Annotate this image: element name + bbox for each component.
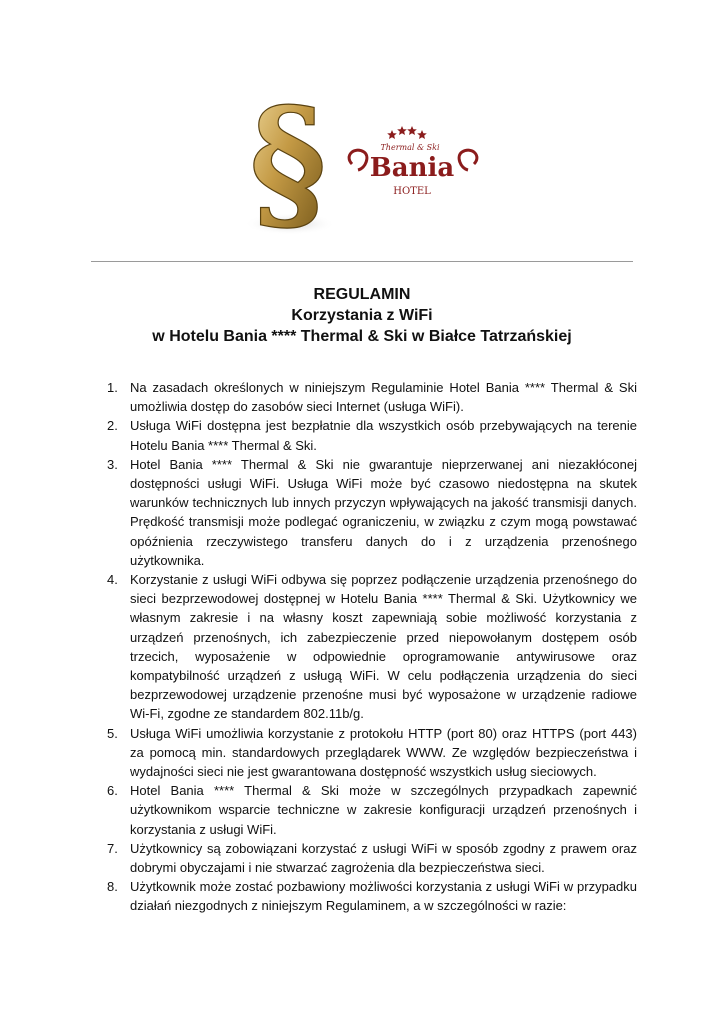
title-line-regulamin: REGULAMIN <box>313 286 411 303</box>
header-logos <box>228 86 496 238</box>
rule-text: Na zasadach określonych w niniejszym Regulaminie Hotel Bania **** Thermal & Ski umożliwia dostęp do zasobów sieci Internet (usługa WiFi). <box>130 380 637 415</box>
rule-number: 4. <box>107 572 118 588</box>
title-line-subject: Korzystania z WiFi <box>291 307 433 324</box>
rule-text: Hotel Bania **** Thermal & Ski może w szczególnych przypadkach zapewnić użytkownikom wsparcie techniczne w zakresie konfiguracji urządzeń przenośnych i korzystania z usługi WiFi. <box>130 783 637 837</box>
svg-text:§: § <box>249 86 327 238</box>
svg-text:Bania: Bania <box>369 153 455 183</box>
hotel-bania-logo <box>346 122 486 204</box>
rule-text: Usługa WiFi umożliwia korzystanie z protokołu HTTP (port 80) oraz HTTPS (port 443) za pomocą min. standardowych przeglądarek WWW. Ze względów bezpieczeństwa i wydajności sieci nie jest gwarantowana dostępność wszystkich usług sieciowych. <box>130 725 637 780</box>
title-line-hotel: w Hotelu Bania **** Thermal & Ski w Białce Tatrzańskiej <box>152 328 572 345</box>
svg-text:Thermal & Ski: Thermal & Ski <box>380 143 440 152</box>
rule-number: 5. <box>107 725 118 741</box>
paragraph-symbol-icon <box>228 86 348 238</box>
rule-item <box>91 378 637 416</box>
rule-number: 8. <box>107 879 118 895</box>
rule-text: Usługa WiFi dostępna jest bezpłatnie dla wszystkich osób przebywających na terenie Hotelu Bania **** Thermal & Ski. <box>130 418 637 453</box>
rule-number: 1. <box>107 380 118 395</box>
rule-item <box>91 455 637 570</box>
rule-item <box>91 724 637 782</box>
rule-number: 6. <box>107 783 118 799</box>
rule-number: 3. <box>107 456 118 472</box>
rule-item <box>91 877 637 915</box>
document-title <box>91 284 633 347</box>
rules-list <box>91 378 637 916</box>
rule-item <box>91 781 637 839</box>
rule-item <box>91 839 637 877</box>
rule-text: Korzystanie z usługi WiFi odbywa się poprzez podłączenie urządzenia przenośnego do sieci bezprzewodowej dostępnej w Hotelu Bania **** Thermal & Ski. Użytkownicy we własnym zakresie i na własny koszt zapewniają sobie możliwość korzystania z urządzeń przenośnych, ich zabezpieczenie przed niepowołanym dostępem osób trzecich, wyposażenie w odpowiednie oprogramowanie antywirusowe oraz kompatybilność urządzeń z usługą WiFi. W celu podłączenia urządzenia do sieci bezprzewodowej urządzenie przenośne musi być wyposażone w urządzenie radiowe Wi-Fi, zgodne ze standardem 802.11b/g. <box>130 572 637 722</box>
rule-text: Użytkownicy są zobowiązani korzystać z usługi WiFi w sposób zgodny z prawem oraz dobrymi obyczajami i nie stwarzać zagrożenia dla bezpieczeństwa sieci. <box>130 840 637 876</box>
header-divider <box>91 261 633 262</box>
rule-text: Użytkownik może zostać pozbawiony możliwości korzystania z usługi WiFi w przypadku działań niezgodnych z niniejszym Regulaminem, a w szczególności w razie: <box>130 879 637 914</box>
rule-number: 7. <box>107 840 118 856</box>
rule-item <box>91 416 637 454</box>
rule-text: Hotel Bania **** Thermal & Ski nie gwarantuje nieprzerwanej ani niezakłóconej dostępności usługi WiFi. Usługa WiFi może być czasowo niedostępna na skutek warunków technicznych lub innych przyczyn wpływających na jakość transmisji danych. Prędkość transmisji może podlegać ograniczeniu, w związku z czym mogą powstawać opóźnienia rzeczywistego transferu danych do i z urządzenia przenośnego użytkownika. <box>130 456 637 568</box>
svg-text:HOTEL: HOTEL <box>393 186 431 197</box>
rule-item <box>91 570 637 724</box>
rule-number: 2. <box>107 418 118 434</box>
